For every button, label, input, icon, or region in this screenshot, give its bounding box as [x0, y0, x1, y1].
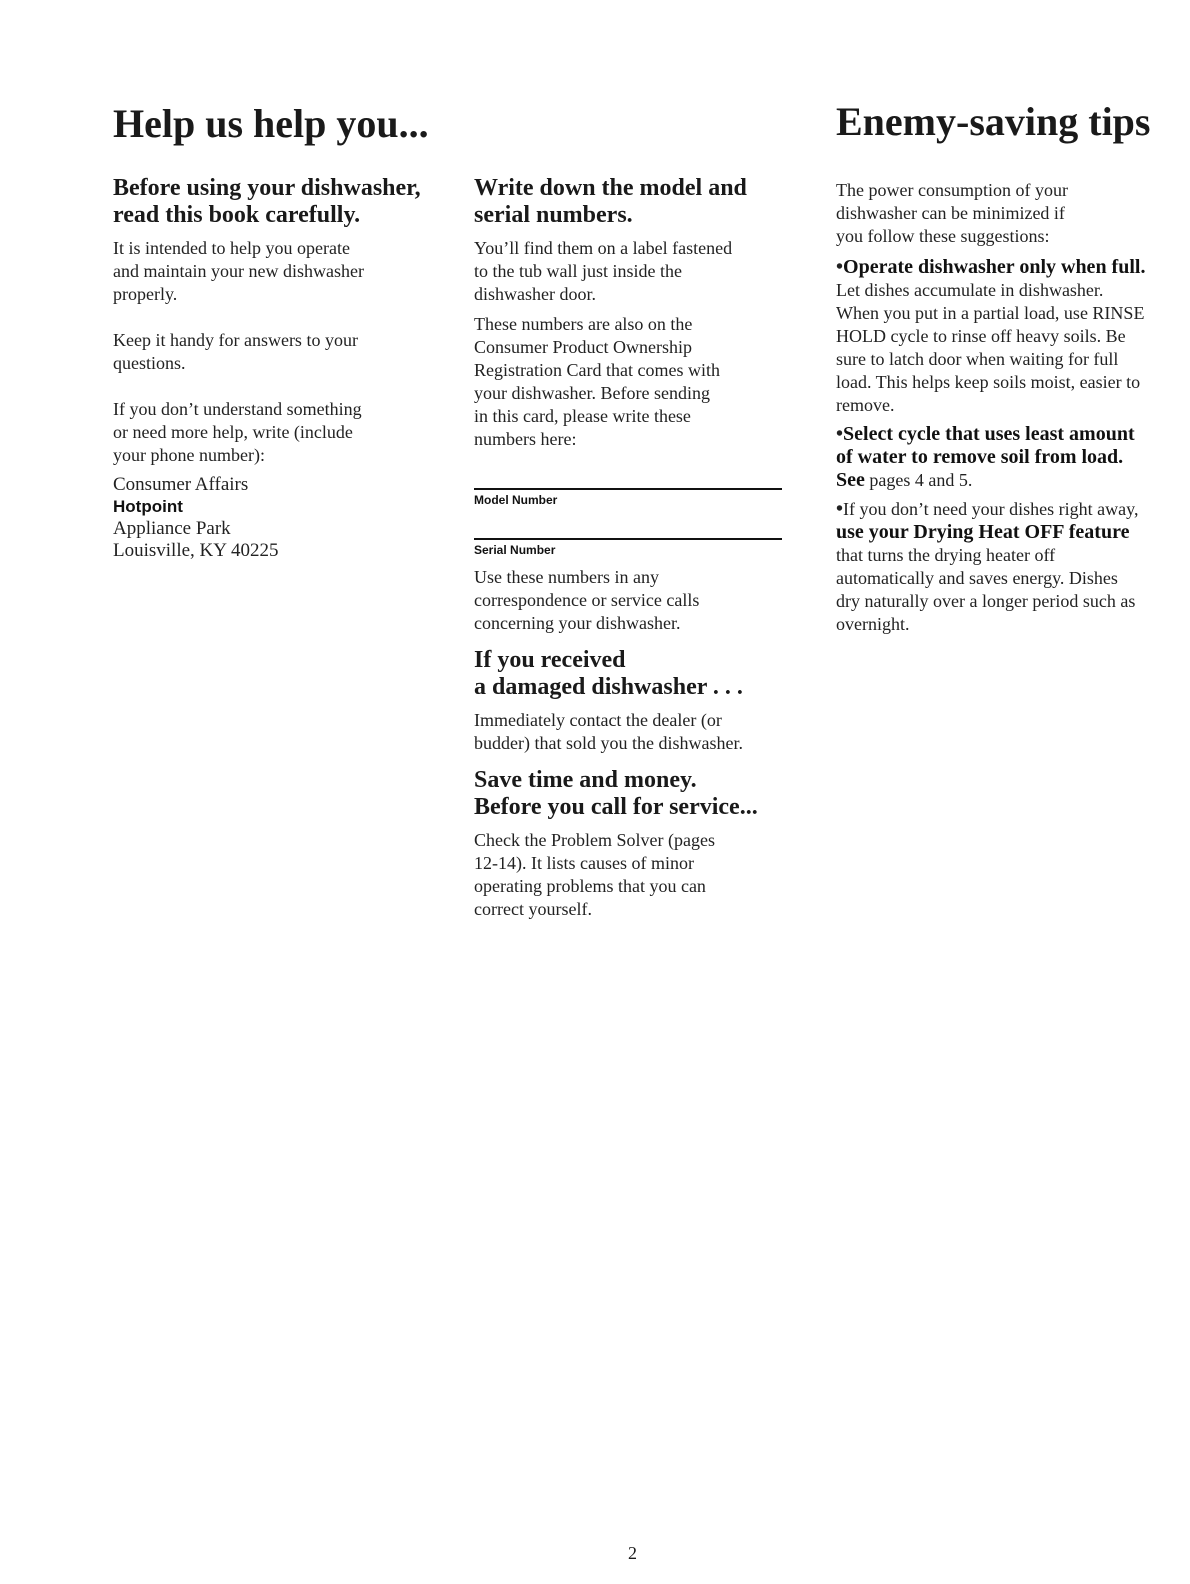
heading-line: Write down the model and [474, 175, 747, 201]
address-line-3: Appliance Park [113, 518, 231, 539]
serial-number-label: Serial Number [474, 543, 556, 557]
tips-intro [836, 179, 1146, 248]
tip-full-load [836, 256, 1146, 417]
text-line: You’ll find them on a label fastened [474, 238, 733, 258]
address-line-4: Louisville, KY 40225 [113, 540, 279, 561]
page-title-left: Help us help you... [113, 101, 429, 146]
left-para-2 [113, 329, 443, 375]
service-para [474, 829, 784, 921]
serial-para-1 [474, 237, 784, 306]
heading-line: Save time and money. [474, 767, 697, 793]
page-number: 2 [628, 1543, 637, 1563]
text-line: properly. [113, 284, 178, 304]
text-line: Consumer Product Ownership [474, 337, 692, 357]
text-line: Use these numbers in any [474, 567, 659, 587]
mailing-address [113, 474, 443, 562]
left-column [113, 175, 443, 562]
tip-select-cycle-text: pages 4 and 5. [869, 470, 973, 490]
tip-select-cycle [836, 423, 1146, 492]
text-line: questions. [113, 353, 186, 373]
serial-heading [474, 175, 784, 229]
model-number-field[interactable] [474, 488, 784, 508]
text-line: correspondence or service calls [474, 590, 700, 610]
service-heading [474, 767, 784, 821]
text-line: It is intended to help you operate [113, 238, 350, 258]
left-heading-line1: Before using your dishwasher, [113, 175, 421, 201]
text-line: your dishwasher. Before sending [474, 383, 710, 403]
heading-line: If you received [474, 647, 626, 673]
text-line: or need more help, write (include [113, 422, 353, 442]
left-heading-line2: read this book carefully. [113, 202, 361, 228]
middle-column [474, 175, 784, 921]
model-number-line [474, 488, 782, 490]
tip-drying-heat-text-before: If you don’t need your dishes right away, [843, 499, 1139, 519]
model-number-label: Model Number [474, 493, 558, 507]
text-line: to the tub wall just inside the [474, 261, 682, 281]
address-brand: Hotpoint [113, 497, 183, 516]
text-line: These numbers are also on the [474, 314, 693, 334]
serial-para-3 [474, 566, 784, 635]
serial-number-line [474, 538, 782, 540]
text-line: in this card, please write these [474, 406, 691, 426]
text-line: Registration Card that comes with [474, 360, 720, 380]
damaged-para [474, 709, 784, 755]
bullet-icon: • [836, 256, 844, 278]
text-line: 12-14). It lists causes of minor [474, 853, 694, 873]
text-line: and maintain your new dishwasher [113, 261, 364, 281]
text-line: you follow these suggestions: [836, 226, 1050, 246]
page-title-right: Enemy-saving tips [836, 99, 1151, 144]
bullet-icon: • [836, 423, 844, 445]
damaged-heading [474, 647, 784, 701]
tip-drying-heat-text-after: that turns the drying heater off automatically and saves energy. Dishes dry naturally over a longer period such as overnight. [836, 545, 1136, 634]
tip-full-load-text: Let dishes accumulate in dishwasher. When you put in a partial load, use RINSE HOLD cycle to rinse off heavy soils. Be sure to latch door when waiting for full load. This helps keep soils moist, easier to remove. [836, 280, 1145, 415]
text-line: Check the Problem Solver (pages [474, 830, 715, 850]
left-heading [113, 175, 443, 229]
right-column [836, 179, 1146, 642]
text-line: operating problems that you can [474, 876, 706, 896]
tip-select-cycle-bold: Select cycle that uses least amount of water to remove soil from load. See [836, 423, 1135, 491]
tip-drying-heat-bold: use your Drying Heat OFF feature [836, 521, 1130, 543]
left-para-3 [113, 398, 443, 467]
address-line-1: Consumer Affairs [113, 474, 249, 495]
bullet-icon: • [836, 498, 844, 520]
text-line: dishwasher door. [474, 284, 596, 304]
heading-line: a damaged dishwasher . . . [474, 674, 743, 700]
text-line: your phone number): [113, 445, 265, 465]
text-line: numbers here: [474, 429, 577, 449]
text-line: Keep it handy for answers to your [113, 330, 358, 350]
tip-drying-heat [836, 498, 1146, 636]
serial-number-field[interactable] [474, 538, 784, 558]
text-line: The power consumption of your [836, 180, 1068, 200]
heading-line: serial numbers. [474, 202, 633, 228]
tip-full-load-bold: Operate dishwasher only when full. [843, 256, 1146, 278]
serial-para-2 [474, 313, 784, 451]
heading-line: Before you call for service... [474, 794, 758, 820]
text-line: Immediately contact the dealer (or [474, 710, 722, 730]
text-line: If you don’t understand something [113, 399, 362, 419]
text-line: dishwasher can be minimized if [836, 203, 1065, 223]
text-line: budder) that sold you the dishwasher. [474, 733, 743, 753]
text-line: concerning your dishwasher. [474, 613, 681, 633]
text-line: correct yourself. [474, 899, 592, 919]
left-para-1 [113, 237, 443, 306]
